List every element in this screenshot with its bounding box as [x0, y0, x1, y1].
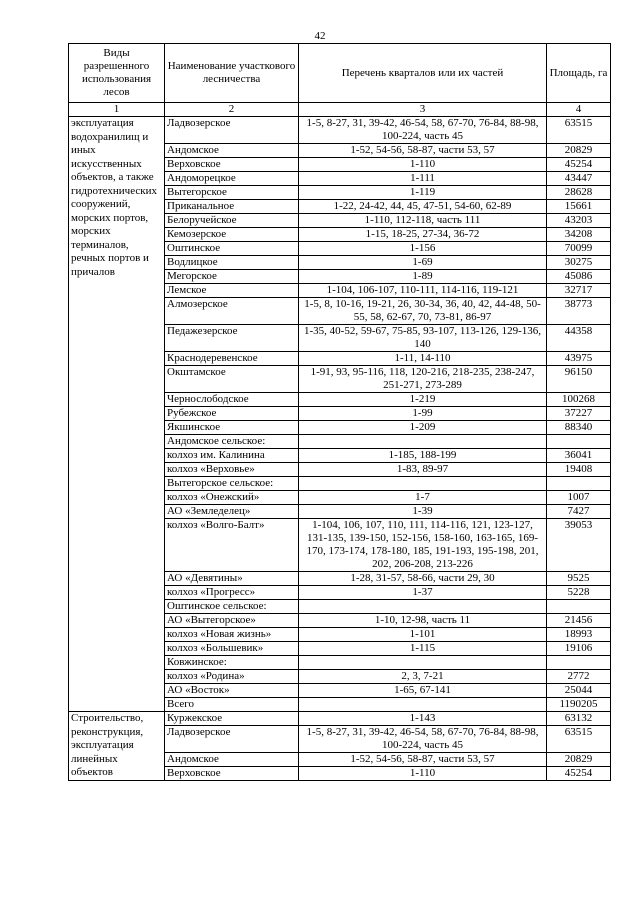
forestry-name-cell: колхоз им. Калинина	[165, 449, 299, 463]
quarters-cell: 1-143	[299, 712, 547, 726]
quarters-cell	[299, 477, 547, 491]
forestry-name-cell: Андомское	[165, 753, 299, 767]
quarters-cell: 2, 3, 7-21	[299, 670, 547, 684]
column-number: 3	[299, 103, 547, 117]
forestry-name-cell: АО «Восток»	[165, 684, 299, 698]
area-cell: 2772	[547, 670, 611, 684]
area-cell: 63515	[547, 117, 611, 144]
area-cell: 45086	[547, 270, 611, 284]
area-cell: 20829	[547, 753, 611, 767]
area-cell: 5228	[547, 586, 611, 600]
forestry-name-cell: Куржекское	[165, 712, 299, 726]
area-cell: 30275	[547, 256, 611, 270]
forestry-name-cell: Ладвозерское	[165, 117, 299, 144]
quarters-cell: 1-156	[299, 242, 547, 256]
area-cell	[547, 600, 611, 614]
area-cell: 7427	[547, 505, 611, 519]
quarters-cell: 1-52, 54-56, 58-87, части 53, 57	[299, 753, 547, 767]
area-cell: 37227	[547, 407, 611, 421]
area-cell: 19408	[547, 463, 611, 477]
quarters-cell: 1-110, 112-118, часть 111	[299, 214, 547, 228]
forestry-name-cell: Якшинское	[165, 421, 299, 435]
forestry-name-cell: Белоручейское	[165, 214, 299, 228]
table-row	[69, 712, 611, 726]
forestry-name-cell: Андоморецкое	[165, 172, 299, 186]
table-row	[69, 117, 611, 144]
forestry-name-cell: Вытегорское сельское:	[165, 477, 299, 491]
quarters-cell: 1-110	[299, 158, 547, 172]
usage-type-cell: Строительство, реконструкция, эксплуатация линейных объектов	[69, 712, 165, 781]
forestry-name-cell: Ладвозерское	[165, 726, 299, 753]
column-number-row	[69, 103, 611, 117]
quarters-cell	[299, 600, 547, 614]
quarters-cell: 1-5, 8, 10-16, 19-21, 26, 30-34, 36, 40, 42, 44-48, 50-55, 58, 62-67, 70, 73-81, 86-97	[299, 298, 547, 325]
area-cell: 44358	[547, 325, 611, 352]
page-number: 42	[314, 30, 326, 42]
quarters-cell: 1-83, 89-97	[299, 463, 547, 477]
quarters-cell: 1-52, 54-56, 58-87, части 53, 57	[299, 144, 547, 158]
quarters-cell: 1-219	[299, 393, 547, 407]
forest-usage-table	[68, 43, 611, 781]
forestry-name-cell: Окштамское	[165, 366, 299, 393]
forestry-name-cell: Оштинское сельское:	[165, 600, 299, 614]
quarters-cell: 1-110	[299, 767, 547, 781]
quarters-cell: 1-5, 8-27, 31, 39-42, 46-54, 58, 67-70, 76-84, 88-98, 100-224, часть 45	[299, 117, 547, 144]
quarters-cell: 1-91, 93, 95-116, 118, 120-216, 218-235, 238-247, 251-271, 273-289	[299, 366, 547, 393]
forestry-name-cell: Педажезерское	[165, 325, 299, 352]
quarters-cell: 1-104, 106-107, 110-111, 114-116, 119-121	[299, 284, 547, 298]
area-cell: 36041	[547, 449, 611, 463]
quarters-cell: 1-35, 40-52, 59-67, 75-85, 93-107, 113-126, 129-136, 140	[299, 325, 547, 352]
forestry-name-cell: колхоз «Большевик»	[165, 642, 299, 656]
header-row	[69, 44, 611, 103]
area-cell	[547, 435, 611, 449]
quarters-cell: 1-39	[299, 505, 547, 519]
area-cell: 100268	[547, 393, 611, 407]
area-cell: 32717	[547, 284, 611, 298]
forestry-name-cell: Мегорское	[165, 270, 299, 284]
quarters-cell: 1-65, 67-141	[299, 684, 547, 698]
quarters-cell: 1-89	[299, 270, 547, 284]
area-cell: 43975	[547, 352, 611, 366]
quarters-cell: 1-119	[299, 186, 547, 200]
quarters-cell: 1-209	[299, 421, 547, 435]
area-cell: 43203	[547, 214, 611, 228]
quarters-cell: 1-7	[299, 491, 547, 505]
area-cell: 88340	[547, 421, 611, 435]
forestry-name-cell: Кемозерское	[165, 228, 299, 242]
forestry-name-cell: АО «Девятины»	[165, 572, 299, 586]
forestry-name-cell: колхоз «Родина»	[165, 670, 299, 684]
forestry-name-cell: Ковжинское:	[165, 656, 299, 670]
forestry-name-cell: Краснодеревенское	[165, 352, 299, 366]
area-cell	[547, 656, 611, 670]
area-cell: 9525	[547, 572, 611, 586]
forestry-name-cell: колхоз «Новая жизнь»	[165, 628, 299, 642]
forestry-name-cell: Водлицкое	[165, 256, 299, 270]
quarters-cell: 1-22, 24-42, 44, 45, 47-51, 54-60, 62-89	[299, 200, 547, 214]
quarters-cell: 1-10, 12-98, часть 11	[299, 614, 547, 628]
area-cell: 25044	[547, 684, 611, 698]
quarters-cell: 1-115	[299, 642, 547, 656]
area-cell: 96150	[547, 366, 611, 393]
area-cell: 45254	[547, 767, 611, 781]
header-quarters: Перечень кварталов или их частей	[299, 44, 547, 103]
quarters-cell: 1-101	[299, 628, 547, 642]
area-cell: 1190205	[547, 698, 611, 712]
quarters-cell: 1-69	[299, 256, 547, 270]
usage-type-cell: эксплуатация водохранилищ и иных искусственных объектов, а также гидротехнических сооружений, морских портов, морских терминалов, речных портов и причалов	[69, 117, 165, 712]
forestry-name-cell: Андомское сельское:	[165, 435, 299, 449]
area-cell: 20829	[547, 144, 611, 158]
quarters-cell: 1-111	[299, 172, 547, 186]
quarters-cell: 1-15, 18-25, 27-34, 36-72	[299, 228, 547, 242]
header-usage-type: Виды разрешенного использования лесов	[69, 44, 165, 103]
forestry-name-cell: Андомское	[165, 144, 299, 158]
forestry-name-cell: Рубежское	[165, 407, 299, 421]
column-number: 2	[165, 103, 299, 117]
forestry-name-cell: Вытегорское	[165, 186, 299, 200]
header-forestry-name: Наименование участкового лесничества	[165, 44, 299, 103]
area-cell: 15661	[547, 200, 611, 214]
area-cell: 70099	[547, 242, 611, 256]
quarters-cell: 1-99	[299, 407, 547, 421]
area-cell: 21456	[547, 614, 611, 628]
forestry-name-cell: колхоз «Онежский»	[165, 491, 299, 505]
quarters-cell	[299, 698, 547, 712]
column-number: 1	[69, 103, 165, 117]
area-cell: 34208	[547, 228, 611, 242]
area-cell: 45254	[547, 158, 611, 172]
forestry-name-cell: колхоз «Прогресс»	[165, 586, 299, 600]
quarters-cell	[299, 656, 547, 670]
forestry-name-cell: колхоз «Волго-Балт»	[165, 519, 299, 572]
area-cell: 43447	[547, 172, 611, 186]
column-number: 4	[547, 103, 611, 117]
area-cell: 1007	[547, 491, 611, 505]
area-cell: 39053	[547, 519, 611, 572]
forestry-name-cell: колхоз «Верховье»	[165, 463, 299, 477]
forestry-name-cell: Верховское	[165, 158, 299, 172]
forestry-name-cell: АО «Вытегорское»	[165, 614, 299, 628]
forestry-name-cell: Чернослободское	[165, 393, 299, 407]
forestry-name-cell: Оштинское	[165, 242, 299, 256]
forestry-name-cell: Лемское	[165, 284, 299, 298]
area-cell: 28628	[547, 186, 611, 200]
forestry-name-cell: Алмозерское	[165, 298, 299, 325]
forestry-name-cell: АО «Земледелец»	[165, 505, 299, 519]
area-cell: 38773	[547, 298, 611, 325]
quarters-cell: 1-185, 188-199	[299, 449, 547, 463]
quarters-cell: 1-104, 106, 107, 110, 111, 114-116, 121, 123-127, 131-135, 139-150, 152-156, 158-160, 163-165, 169-170, 173-174, 178-180, 185, 191-193, 195-198, 201, 202, 206-208, 213-226	[299, 519, 547, 572]
quarters-cell: 1-11, 14-110	[299, 352, 547, 366]
quarters-cell: 1-5, 8-27, 31, 39-42, 46-54, 58, 67-70, 76-84, 88-98, 100-224, часть 45	[299, 726, 547, 753]
forestry-name-cell: Верховское	[165, 767, 299, 781]
area-cell: 18993	[547, 628, 611, 642]
forestry-name-cell: Всего	[165, 698, 299, 712]
quarters-cell: 1-37	[299, 586, 547, 600]
forestry-name-cell: Приканальное	[165, 200, 299, 214]
area-cell	[547, 477, 611, 491]
area-cell: 63132	[547, 712, 611, 726]
quarters-cell: 1-28, 31-57, 58-66, части 29, 30	[299, 572, 547, 586]
area-cell: 63515	[547, 726, 611, 753]
header-area: Площадь, га	[547, 44, 611, 103]
area-cell: 19106	[547, 642, 611, 656]
quarters-cell	[299, 435, 547, 449]
